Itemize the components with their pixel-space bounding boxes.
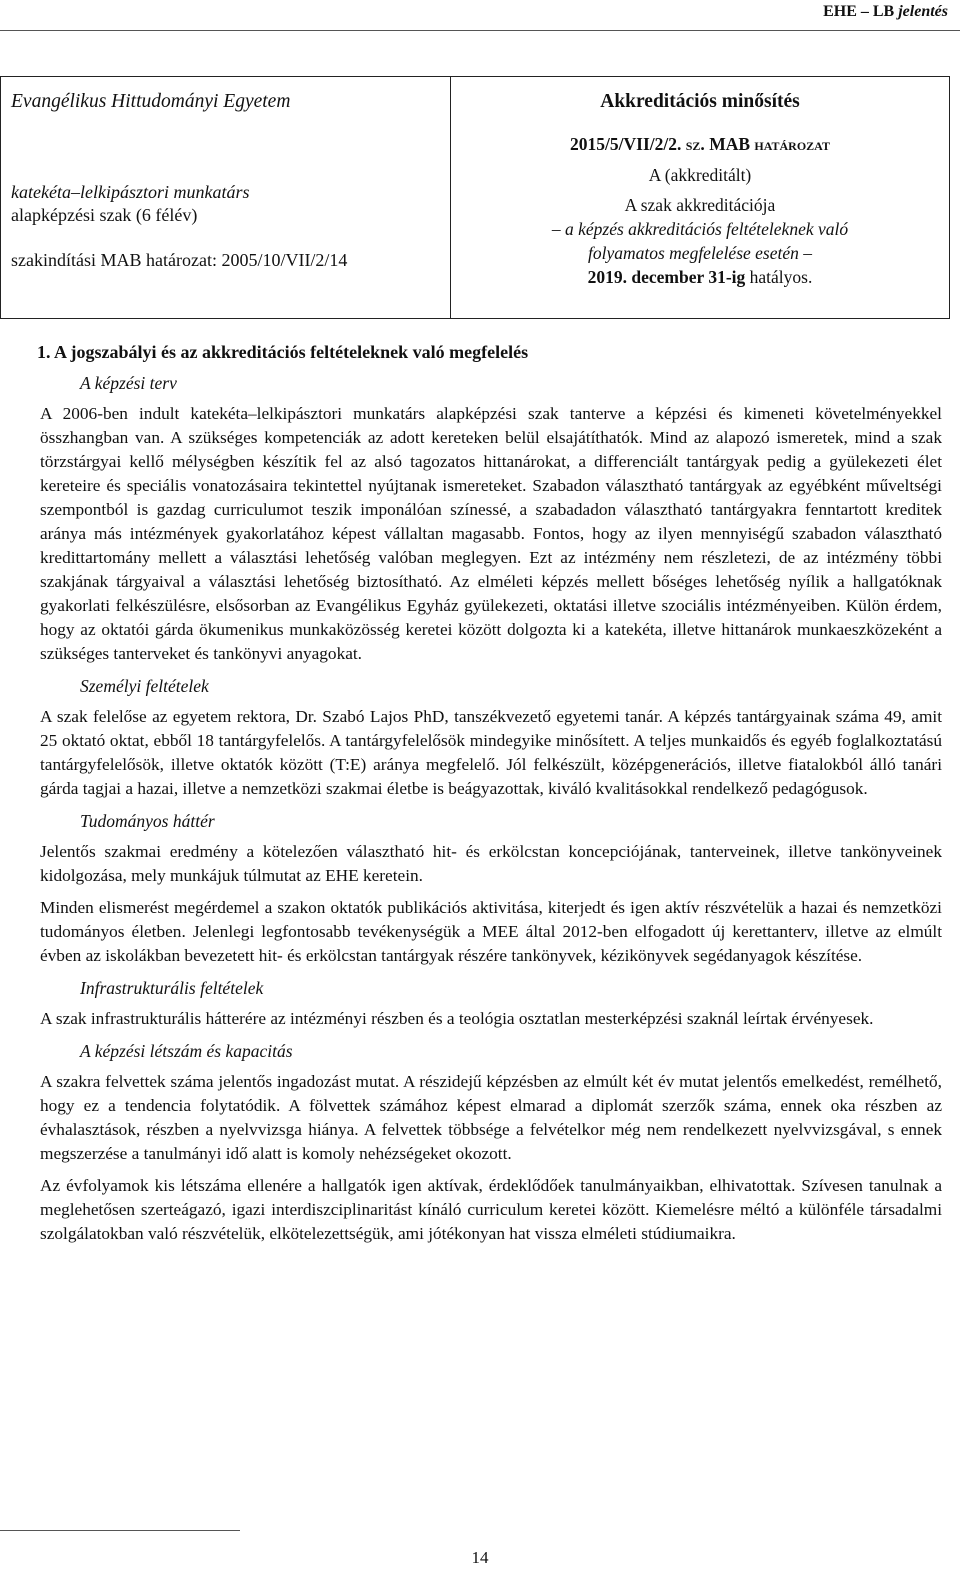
accreditation-line-3-text: folyamatos megfelelése esetén – (587, 243, 813, 263)
university-name: Evangélikus Hittudományi Egyetem (11, 91, 291, 112)
accreditation-line-2 (457, 217, 943, 241)
running-header-suffix: jelentés (898, 3, 948, 20)
deadline-suffix: hatályos. (749, 267, 813, 287)
accreditation-box (0, 76, 950, 319)
subheading-training-plan: A képzési terv (80, 373, 177, 393)
footer-rule (0, 1530, 240, 1531)
program-info-cell (1, 77, 451, 318)
subheading-scientific-background: Tudományos háttér (80, 811, 215, 831)
section-title: 1. A jogszabályi és az akkreditációs feltételeknek való megfelelés (37, 342, 529, 362)
accreditation-title: Akkreditációs minősítés (600, 91, 800, 112)
running-header-prefix: EHE – LB (823, 3, 895, 20)
subheading-personnel: Személyi feltételek (80, 676, 209, 696)
decision-label-mab: MAB (709, 134, 751, 154)
decision-number-value: 2015/5/VII/2/2. (570, 134, 682, 154)
paragraph-capacity-2: Az évfolyamok kis létszáma ellenére a hallgatók igen aktívak, érdeklődőek tanulmányaikban, elhivatottak. Szívesen tanulnak a meglehetősen szerteágazó, igazi interdiszciplinaritást kínáló curriculum keretei között. Kiemelésre méltó a különféle társadalmi szolgálatokban való részvételük, elkötelezettségük, ami jótékonyan hat vissza elméleti stúdiumaikra. (40, 1176, 942, 1243)
report-body (37, 342, 942, 1254)
running-header (823, 3, 948, 21)
launch-decision: szakindítási MAB határozat: 2005/10/VII/2/14 (11, 250, 348, 270)
accreditation-line-2-text: – a képzés akkreditációs feltételeknek való (551, 219, 849, 239)
accreditation-line-3 (457, 241, 943, 265)
accreditation-status: A (akkreditált) (648, 165, 752, 185)
decision-number (457, 132, 943, 156)
header-rule (0, 30, 960, 31)
deadline-date: 2019. december 31-ig (587, 267, 746, 287)
accreditation-line-1: A szak akkreditációja (624, 195, 776, 215)
paragraph-personnel: A szak felelőse az egyetem rektora, Dr. Szabó Lajos PhD, tanszékvezető egyetemi tanár. A képzés tantárgyainak száma 49, amit 25 oktató oktat, ebből 18 tantárgyfelelős. A tantárgyfelelősök mindegyike minősített. A teljes munkaidős és egyéb foglalkoztatású tantárgyfelelősök, illetve oktatók között (T:E) aránya megfelelő. Jól felkészült, középgenerációs, illetve fiatalokból álló tanári gárda tagjai a hazai, illetve a nemzetközi szakmai életbe is beágyazottak, kiváló kvalitásokkal rendelkező pedagógusok. (40, 707, 942, 798)
accreditation-cell (451, 77, 949, 318)
paragraph-scientific-1: Jelentős szakmai eredmény a kötelezően választható hit- és erkölcstan koncepciójának, tanterveinek, illetve tankönyveinek kidolgozása, mely munkájuk túlmutat az EHE keretein. (40, 842, 942, 885)
accreditation-deadline (457, 265, 943, 289)
paragraph-capacity-1: A szakra felvettek száma jelentős ingadozást mutat. A részidejű képzésben az elmúlt két év mutat jelentős emelkedést, remélhető, hogy ez a tendencia folytatódik. A fölvettek számához képest elmarad a diplomát szerzők száma, ennek oka részben az évhalasztások, részben a nyelvvizsga hiánya. A felvettek többsége a felvételkor még nem rendelkezett nyelvvizsgával, s ennek megszerzése a tanulmányi idő alatt is komoly nehézségeket okozott. (40, 1072, 942, 1163)
paragraph-scientific-2: Minden elismerést megérdemel a szakon oktatók publikációs aktivitása, kiterjedt és igen aktív részvételük a hazai és nemzetközi tudományos életben. Jelenlegi legfontosabb tevékenységük a MEE által 2012-ben elfogadott új kerettanterv, illetve az elmúlt évben az iskolákban bevezetett hit- és erkölcstan tantárgyak részére tankönyvek, kézikönyvek segédanyagok készítése. (40, 898, 942, 965)
subheading-capacity: A képzési létszám és kapacitás (80, 1041, 293, 1061)
decision-label-hatarozat: határozat (754, 134, 830, 154)
paragraph-training-plan: A 2006-ben indult katekéta–lelkipásztori munkatárs alapképzési szak tanterve a képzési és kimeneti követelményekkel összhangban van. A szükséges kompetenciák az adott kereteken belül elsajátíthatók. Mind az alapozó ismeretek, mind a szak törzstárgyai kellő mélységben készítik fel az alsó tagozatos hittanárokat, a differenciált tantárgyak pedig a gyülekezeti élet kereteire és speciális vonatozásaira tekintettel nyújtanak ismereteket. Szabadon választható tantárgyak az egyébként műveltségi szempontból is gazdag curriculumot teszik imponálóan színessé, a szabadadon választható tantárgyakra fenntartott kreditek aránya más intézmények gyakorlatához képest vállaltan magasabb. Fontos, hogy az ilyen mennyiségű szabadon választható kredittartomány mellett a választási lehetőség valóban meglegyen. Ezt az intézmény nem részletezi, de az intézmény többi szakjának tárgyaival a választási lehetőség biztosítható. Az elméleti képzés mellett bőséges lehetőség nyílik a hallgatóknak gyakorlati felkészülésre, elsősorban az Evangélikus Egyház gyülekezeti, oktatási illetve szociális intézményeiben. Külön érdem, hogy az oktatói gárda ökumenikus munkaközösség keretei között dolgozta ki a katekéta, illetve hittanárok munkaeszközeként a szükséges tanterveket és tankönyvi anyagokat. (40, 404, 942, 663)
decision-label-sz: sz. (685, 134, 705, 154)
degree-type: alapképzési szak (6 félév) (11, 205, 198, 225)
paragraph-infrastructure: A szak infrastrukturális hátterére az intézményi részben és a teológia osztatlan mesterképzési szaknál leírtak érvényesek. (40, 1009, 874, 1028)
subheading-infrastructure: Infrastrukturális feltételek (80, 978, 264, 998)
program-name: katekéta–lelkipásztori munkatárs (11, 182, 250, 202)
page-number: 14 (471, 1548, 489, 1567)
